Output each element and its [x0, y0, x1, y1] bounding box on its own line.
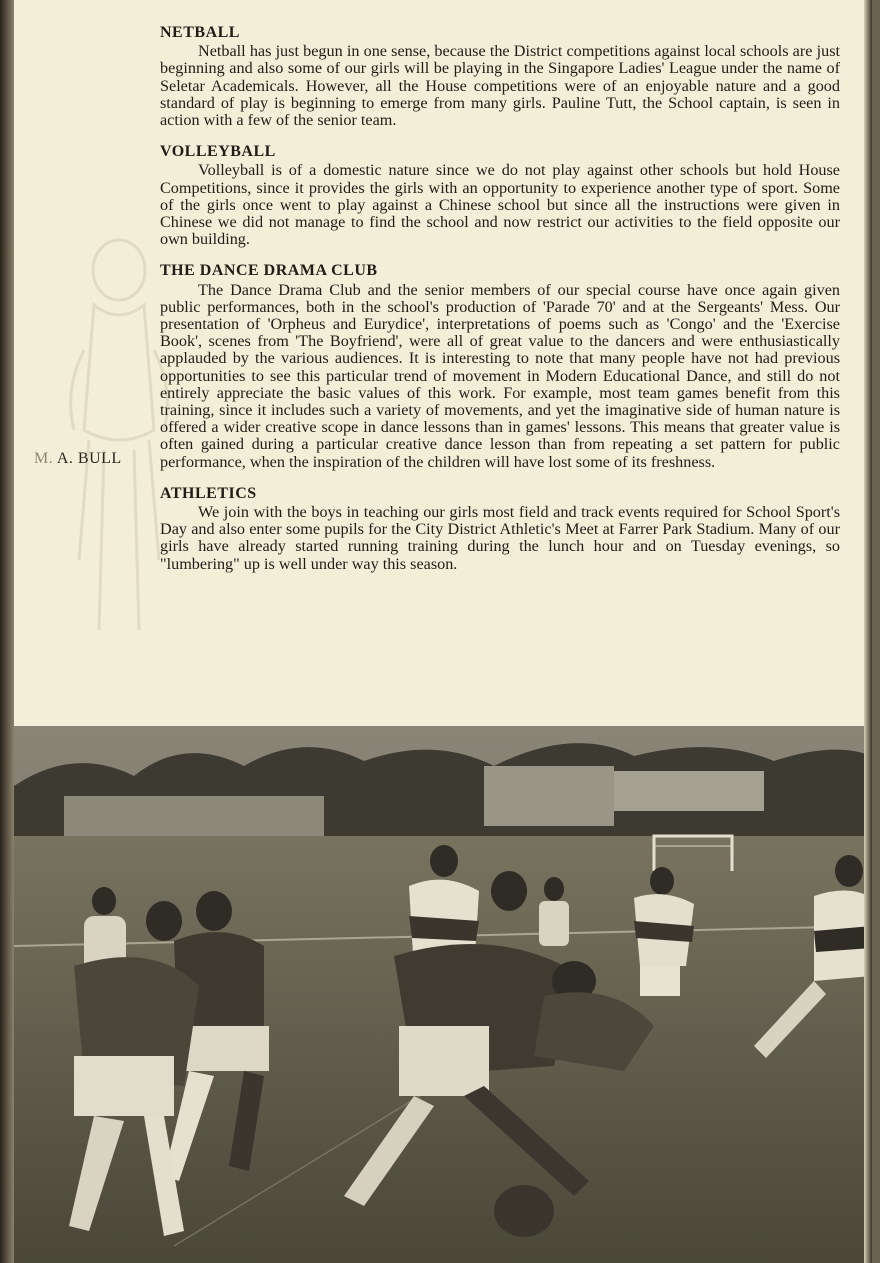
- section-heading: VOLLEYBALL: [160, 143, 276, 161]
- section-heading: ATHLETICS: [160, 484, 257, 502]
- section-athletics: [160, 485, 840, 573]
- section-heading: NETBALL: [160, 24, 240, 41]
- book-page: [14, 0, 872, 1263]
- section-body: Netball has just begun in one sense, because the District competitions against local schools are just beginning and also some of our girls will be playing in the Singapore Ladies' League under the name of Seletar Academicals. However, all the House competitions were of an enjoyable nature and a good standard of play is beginning to emerge from many girls. Pauline Tutt, the School captain, is seen in action with a few of the senior team.: [160, 42, 840, 130]
- author-initial: M.: [34, 450, 54, 467]
- rugby-match-photo: [14, 726, 872, 1263]
- section-dance-drama-club: [160, 262, 840, 470]
- faded-figure-watermark: [64, 230, 174, 650]
- author-credit: [34, 450, 122, 468]
- section-body: The Dance Drama Club and the senior members of our special course have once again given public performances, both in the school's production of 'Parade 70' and at the Sergeants' Mess. Our presentation of 'Orpheus and Eurydice', interpretations of poems such as 'Congo' and the 'Exercise Book', scenes from 'The Boyfriend', were all of great value to the dancers and were enthusiastically applauded by the various audiences. It is interesting to note that many people have not had previous opportunities to see this particular trend of movement in Modern Educational Dance, and still do not entirely appreciate the basic values of this work. For example, most team games benefit from this training, since it includes such a variety of movements, and yet the imaginative side of human nature is offered a wider creative scope in dance lessons than in games' lessons. This means that greater value is often gained during a particular creative dance lesson than from repeating a set pattern for public performance, when the inspiration of the children will have lost some of its freshness.: [160, 280, 840, 471]
- author-name: A. BULL: [56, 450, 122, 467]
- binding-gutter: [0, 0, 14, 1263]
- section-volleyball: [160, 143, 840, 248]
- section-heading: THE DANCE DRAMA CLUB: [160, 262, 378, 280]
- section-body: Volleyball is of a domestic nature since we do not play against other schools but hold House Competitions, since it provides the girls with an opportunity to experience another type of sport. Some of the girls once went to play against a Chinese school but since all the instructions were given in Chinese we did not manage to find the school and now restrict our activities to the field opposite our own building.: [160, 161, 840, 249]
- article-text: [160, 24, 840, 587]
- page-edge-shadow: [864, 0, 872, 1263]
- section-netball: [160, 24, 840, 129]
- section-body: We join with the boys in teaching our girls most field and track events required for School Sport's Day and also enter some pupils for the City District Athletic's Meet at Farrer Park Stadium. Many of our girls have already started running training during the lunch hour and on Tuesday evenings, so "lumbering" up is well under way this season.: [160, 503, 840, 573]
